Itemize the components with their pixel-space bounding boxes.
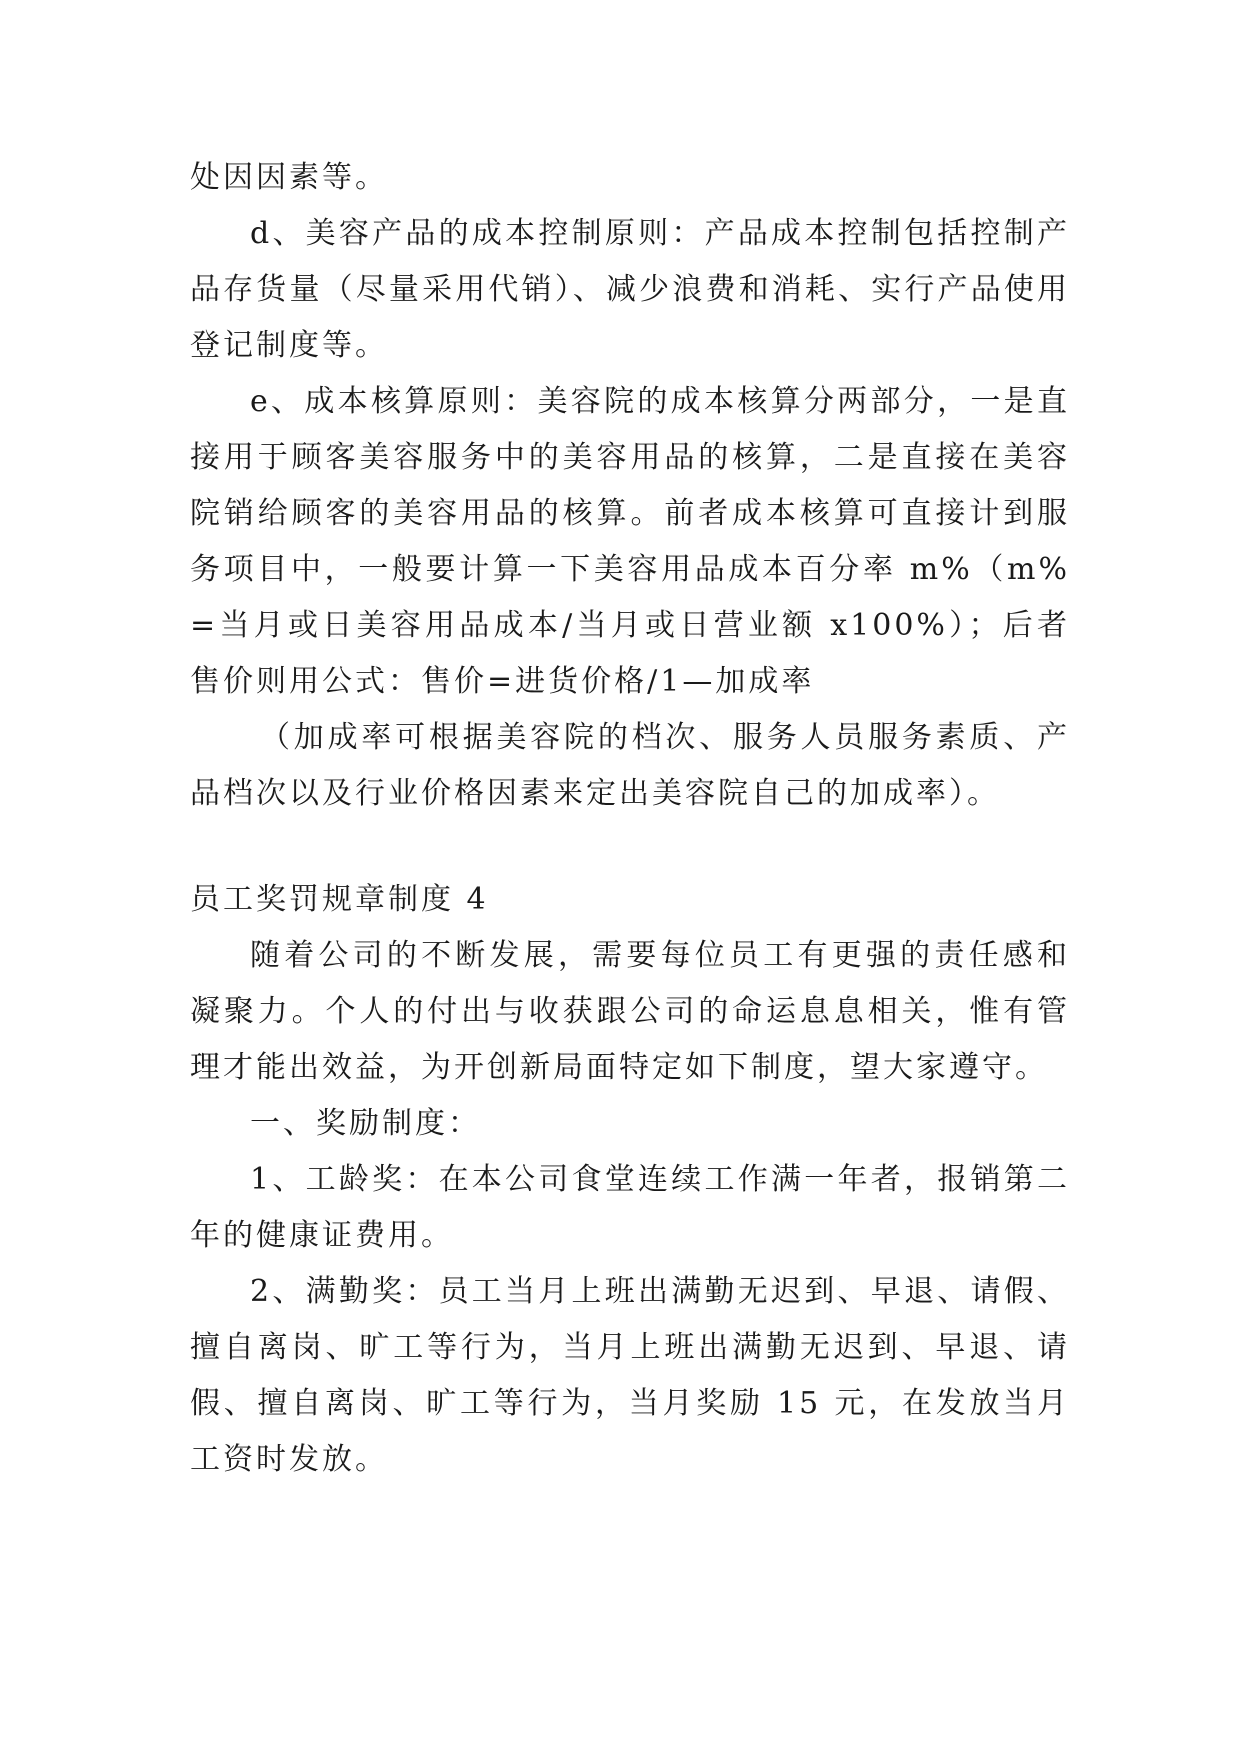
paragraph-cost-accounting-principle: e、成本核算原则：美容院的成本核算分两部分，一是直接用于顾客美容服务中的美容用品的核算，二是直接在美容院销给顾客的美容用品的核算。前者成本核算可直接计到服务项目中，一般要计算一下美容用品成本百分率 m%（m%=当月或日美容用品成本/当月或日营业额 x100%）；后者售价则用公式：售价=进货价格/1—加成率 (190, 384, 1070, 699)
paragraph-attendance-award: 2、满勤奖：员工当月上班出满勤无迟到、早退、请假、擅自离岗、旷工等行为，当月上班出满勤无迟到、早退、请假、擅自离岗、旷工等行为，当月奖励 15 元，在发放当月工资时发放。 (190, 1274, 1070, 1477)
paragraph-markup-note: （加成率可根据美容院的档次、服务人员服务素质、产品档次以及行业价格因素来定出美容院自己的加成率）。 (190, 720, 1070, 811)
paragraph-cost-control-principle: d、美容产品的成本控制原则：产品成本控制包括控制产品存货量（尽量采用代销）、减少浪费和消耗、实行产品使用登记制度等。 (190, 216, 1070, 363)
document-page (190, 150, 1070, 1488)
section-title: 员工奖罚规章制度 4 (190, 882, 489, 917)
paragraph-reward-heading: 一、奖励制度： (250, 1106, 481, 1141)
paragraph-seniority-award: 1、工龄奖：在本公司食堂连续工作满一年者，报销第二年的健康证费用。 (190, 1162, 1070, 1253)
paragraph-intro: 随着公司的不断发展，需要每位员工有更强的责任感和凝聚力。个人的付出与收获跟公司的命运息息相关，惟有管理才能出效益，为开创新局面特定如下制度，望大家遵守。 (190, 938, 1070, 1085)
section-spacer (190, 822, 1070, 872)
paragraph-continuation: 处因因素等。 (190, 160, 388, 195)
